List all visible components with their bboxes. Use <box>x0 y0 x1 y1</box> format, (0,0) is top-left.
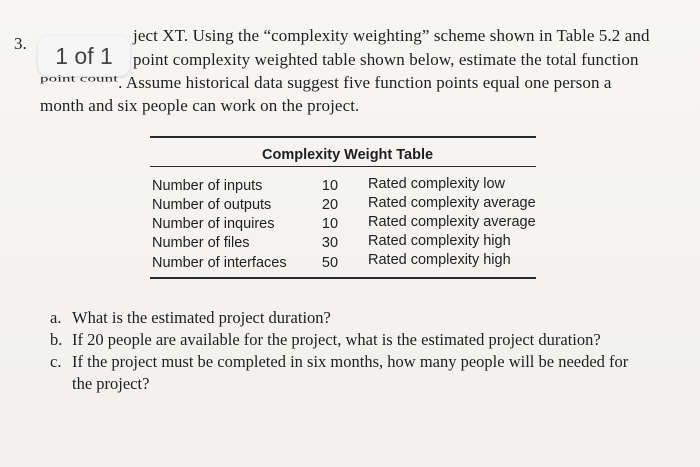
table-title: Complexity Weight Table <box>262 147 434 163</box>
sub-question-text: the project? <box>72 374 150 393</box>
table-row-value: 20 <box>321 197 339 213</box>
sub-question-text: If 20 people are available for the project, what is the estimated project duration? <box>72 330 601 349</box>
table-row-rating: Rated complexity average <box>368 214 536 230</box>
table-row-rating: Rated complexity low <box>368 176 505 192</box>
intro-line-3-cut: point count <box>40 73 119 84</box>
table-row-value: 30 <box>321 235 339 251</box>
table-top-rule <box>150 136 536 138</box>
intro-line-3 <box>40 73 612 93</box>
page-counter-badge: 1 of 1 <box>38 36 130 76</box>
table-row-label: Number of interfaces <box>152 255 287 271</box>
sub-question-text: If the project must be completed in six months, how many people will be needed for <box>72 352 629 371</box>
question-number: 3. <box>14 34 27 53</box>
table-row-value: 10 <box>321 216 339 232</box>
table-row-label: Number of inquires <box>152 216 275 232</box>
intro-line-1: ject XT. Using the “complexity weighting” scheme shown in Table 5.2 and <box>133 26 650 45</box>
table-bottom-rule <box>150 277 536 279</box>
table-row-rating: Rated complexity high <box>368 233 511 249</box>
intro-line-4: month and six people can work on the project. <box>40 96 360 115</box>
table-row-rating: Rated complexity high <box>368 252 511 268</box>
intro-line-2: point complexity weighted table shown below, estimate the total function <box>133 50 639 69</box>
table-header-rule <box>150 166 536 167</box>
table-row-value: 10 <box>321 178 339 194</box>
sub-question-letter: a. <box>50 308 62 327</box>
sub-question-text: What is the estimated project duration? <box>72 308 331 327</box>
table-row-label: Number of inputs <box>152 178 263 194</box>
intro-line-3-rest: . Assume historical data suggest five function points equal one person a <box>118 73 612 92</box>
table-row-rating: Rated complexity average <box>368 195 536 211</box>
table-row-label: Number of files <box>152 235 250 251</box>
sub-question-letter: b. <box>50 330 63 349</box>
sub-question-letter: c. <box>50 352 62 371</box>
table-row-label: Number of outputs <box>152 197 272 213</box>
table-row-value: 50 <box>321 255 339 271</box>
